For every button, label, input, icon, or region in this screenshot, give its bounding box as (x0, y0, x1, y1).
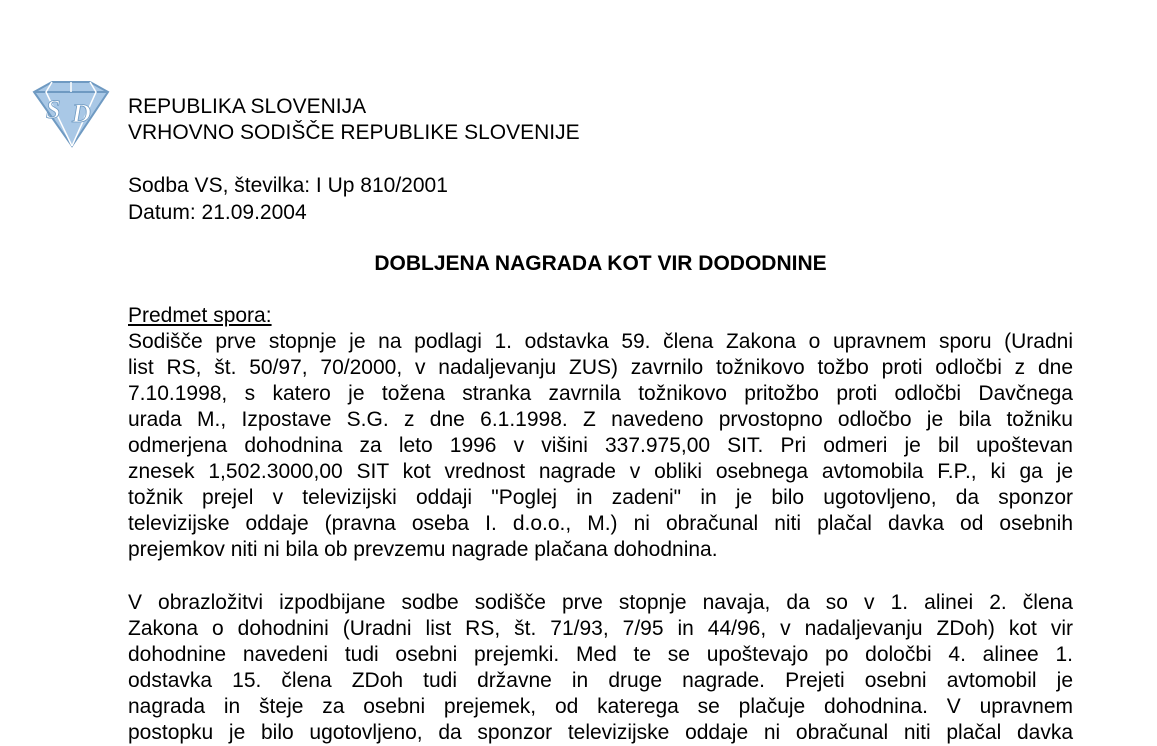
text-line: list RS, št. 50/97, 70/2000, v nadaljevanju ZUS) zavrnilo tožnikovo tožbo proti odločbi z dne (128, 356, 1073, 379)
paragraph-subject (128, 329, 1073, 563)
text-line: odmerjena dohodnina za leto 1996 v višini 337.975,00 SIT. Pri odmeri je bil upoštevan (128, 434, 1073, 457)
court-name: VRHOVNO SODIŠČE REPUBLIKE SLOVENIJE (128, 121, 580, 144)
case-info (128, 172, 448, 226)
text-line: urada M., Izpostave S.G. z dne 6.1.1998. Z navedeno prvostopno odločbo je bila tožniku (128, 408, 1073, 431)
court-logo-icon (28, 78, 112, 150)
document-title: DOBLJENA NAGRADA KOT VIR DODODNINE (374, 252, 827, 275)
case-date: Datum: 21.09.2004 (128, 201, 307, 224)
text-line: tožnik prejel v televizijski oddaji "Poglej in zadeni" in je bilo ugotovljeno, da sponzor (128, 486, 1073, 509)
text-line: Zakona o dohodnini (Uradni list RS, št. 71/93, 7/95 in 44/96, v nadaljevanju ZDoh) kot vir (128, 617, 1073, 640)
text-line: znesek 1,502.3000,00 SIT kot vrednost nagrade v obliki osebnega avtomobila F.P., ki ga je (128, 460, 1073, 483)
svg-text:S: S (46, 95, 61, 124)
text-line: postopku je bilo ugotovljeno, da sponzor televizijske oddaje ni obračunal niti plačal davka (128, 721, 1073, 744)
text-line: televizijske oddaje (pravna oseba I. d.o.o., M.) ni obračunal niti plačal davka od osebnih (128, 512, 1073, 535)
text-line: Sodišče prve stopnje je na podlagi 1. odstavka 59. člena Zakona o upravnem sporu (Uradni (128, 330, 1073, 353)
court-header (128, 94, 580, 146)
country-name: REPUBLIKA SLOVENIJA (128, 95, 367, 118)
text-line: nagrada in šteje za osebni prejemek, od katerega se plačuje dohodnina. V upravnem (128, 695, 1073, 718)
text-line: dohodnine navedeni tudi osebni prejemki. Med te se upoštevajo po določbi 4. alinee 1. (128, 643, 1073, 666)
text-line: V obrazložitvi izpodbijane sodbe sodišče prve stopnje navaja, da so v 1. alinei 2. člena (128, 591, 1073, 614)
text-line: odstavka 15. člena ZDoh tudi državne in druge nagrade. Prejeti osebni avtomobil je (128, 669, 1073, 692)
text-line: prejemkov niti ni bila ob prevzemu nagrade plačana dohodnina. (128, 538, 718, 561)
svg-text:D: D (72, 99, 91, 128)
case-number: Sodba VS, številka: I Up 810/2001 (128, 174, 448, 197)
subject-heading: Predmet spora: (128, 304, 272, 327)
paragraph-reasoning (128, 590, 1073, 746)
text-line: 7.10.1998, s katero je tožena stranka zavrnila tožnikovo pritožbo proti odločbi Davčnega (128, 382, 1073, 405)
